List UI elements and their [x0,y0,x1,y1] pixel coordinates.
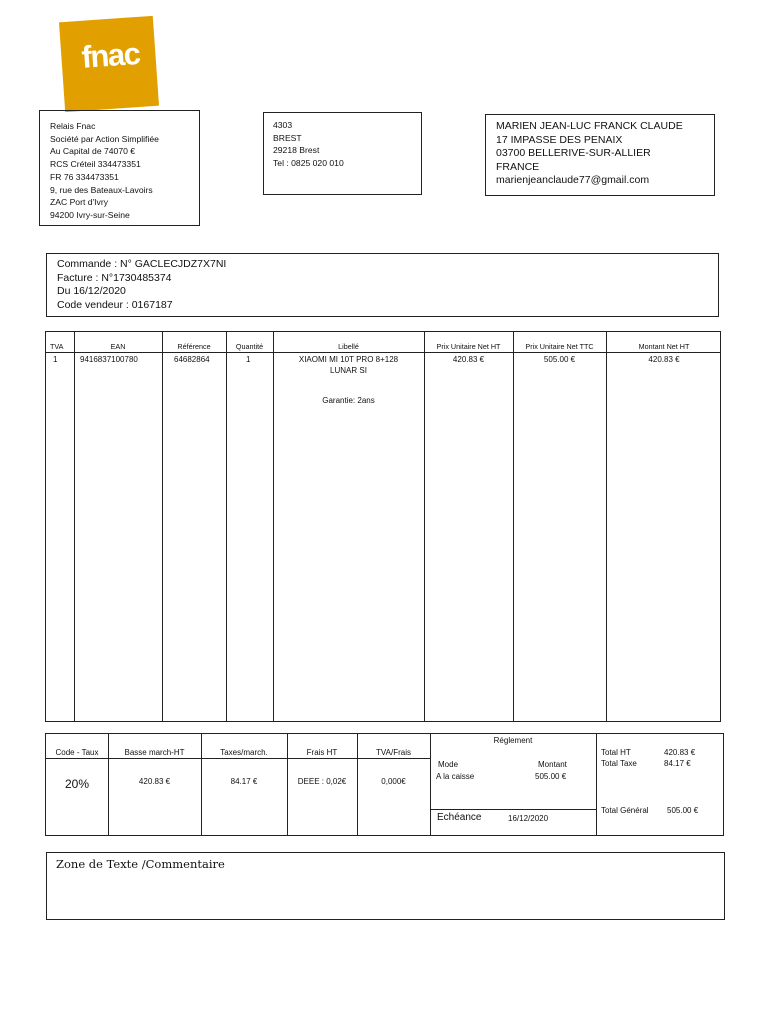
echeance-value: 16/12/2020 [508,814,549,823]
cell-pu-ttc: 505.00 € [543,355,576,364]
reglement-montant-value: 505.00 € [535,772,567,781]
value-frais-ht: DEEE : 0,02€ [297,777,347,786]
seller-line: 94200 Ivry-sur-Seine [50,209,130,220]
header-tva-frais: TVA/Frais [376,748,411,757]
customer-line: FRANCE [496,160,540,173]
cell-libelle: XIAOMI MI 10T PRO 8+128 [298,355,399,364]
total-taxe-value: 84.17 € [664,759,691,768]
col-header-pu-ht: Prix Unitaire Net HT [436,342,501,351]
value-taxes: 84.17 € [230,777,258,786]
cell-pu-ht: 420.83 € [452,355,485,364]
col-header-tva: TVA [50,342,64,351]
comment-box [46,852,725,920]
customer-name: MARIEN JEAN-LUC FRANCK CLAUDE [496,120,683,132]
seller-code: Code vendeur : 0167187 [57,298,173,311]
reglement-mode-label: Mode [438,760,459,769]
fnac-logo [59,16,159,112]
seller-line: 9, rue des Bateaux-Lavoirs [50,184,153,195]
order-number: Commande : N° GACLECJDZ7X7NI [57,258,227,270]
cell-reference: 64682864 [174,355,210,364]
total-general-label: Total Général [601,806,649,815]
header-code-taux: Code - Taux [55,748,99,757]
invoice-number: Facture : N°1730485374 [57,271,172,284]
seller-info-box [39,110,200,226]
customer-address-box [485,114,715,196]
total-general-value: 505.00 € [667,806,699,815]
col-header-libelle: Libellé [338,342,359,351]
reglement-montant-label: Montant [538,760,567,769]
customer-email: marienjeanclaude77@gmail.com [496,174,650,186]
col-header-montant-ht: Montant Net HT [638,342,690,351]
header-frais-ht: Frais HT [306,748,338,757]
totals-section [45,733,724,836]
cell-garantie: Garantie: 2ans [322,396,375,405]
value-tva-frais: 0,000€ [381,777,406,786]
cell-tva: 1 [53,355,58,364]
customer-line: 17 IMPASSE DES PENAIX [496,133,623,146]
header-taxes: Taxes/march. [220,748,268,757]
echeance-label: Echéance [437,812,482,823]
invoice-date: Du 16/12/2020 [57,285,126,297]
total-taxe-label: Total Taxe [601,759,637,768]
store-info-box [263,112,422,195]
seller-line: RCS Créteil 334473351 [50,159,141,170]
cell-montant-ht: 420.83 € [648,355,680,364]
cell-ean: 9416837100780 [80,355,138,364]
reglement-title: Réglement [493,736,533,745]
store-line: 4303 [273,120,293,130]
store-line: BREST [273,132,302,143]
col-header-ean: EAN [110,342,126,351]
value-code-taux: 20% [64,777,90,791]
cell-libelle-line2: LUNAR SI [330,366,367,375]
product-table [45,331,721,722]
seller-line: Société par Action Simplifiée [50,133,159,144]
cell-quantite: 1 [246,355,251,364]
total-ht-label: Total HT [601,748,631,757]
store-line: Tel : 0825 020 010 [273,158,344,169]
fnac-logo-text: fnac [80,35,141,75]
comment-label: Zone de Texte /Commentaire [56,857,225,871]
col-header-pu-ttc: Prix Unitaire Net TTC [525,342,594,351]
customer-line: 03700 BELLERIVE-SUR-ALLIER [496,147,651,159]
col-header-reference: Référence [177,342,211,351]
order-info-box [46,253,719,317]
seller-line: ZAC Port d'Ivry [50,197,108,208]
value-base-ht: 420.83 € [138,777,171,786]
store-line: 29218 Brest [273,145,320,156]
header-base-ht: Basse march-HT [124,748,185,757]
seller-line: Au Capital de 74070 € [50,146,136,157]
seller-line: FR 76 334473351 [50,171,119,182]
total-ht-value: 420.83 € [664,748,696,757]
seller-line: Relais Fnac [50,121,96,131]
col-header-quantite: Quantité [235,342,264,351]
reglement-mode-value: A la caisse [436,772,475,781]
